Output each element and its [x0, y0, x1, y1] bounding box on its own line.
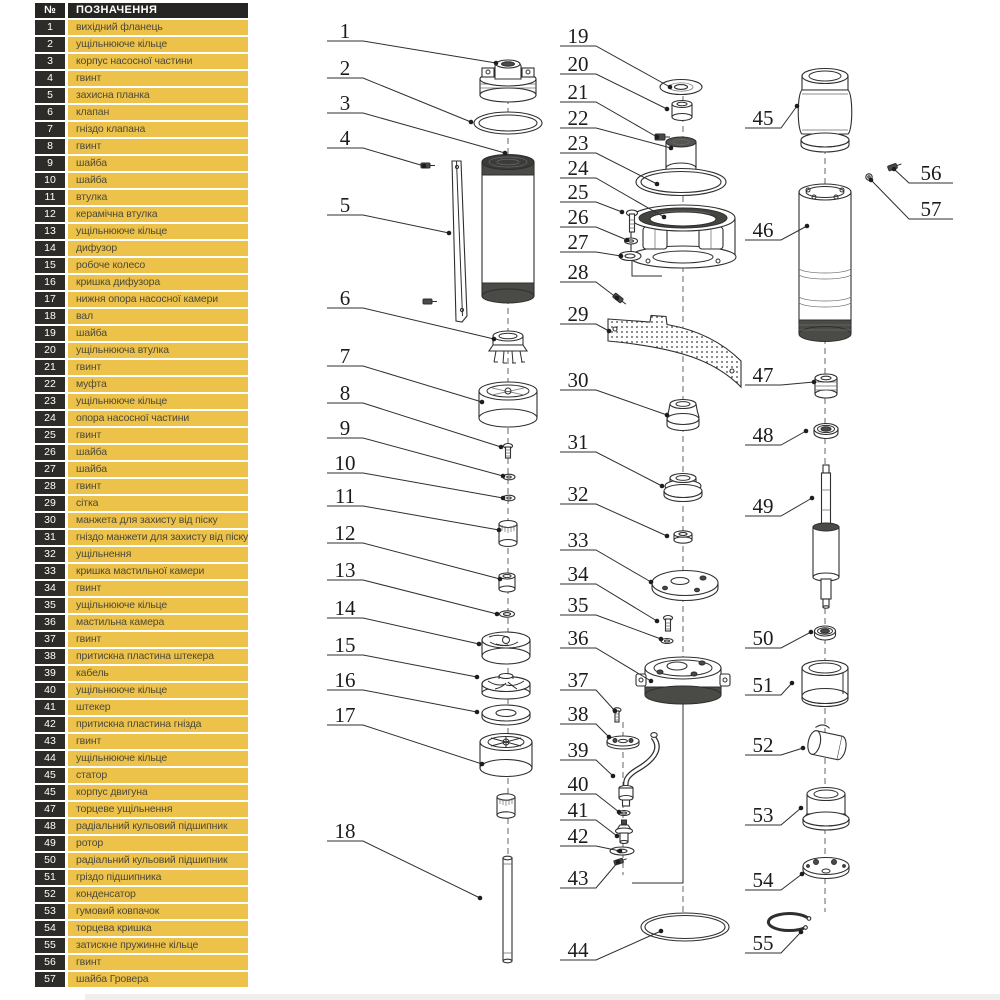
assembly-pump-section [421, 60, 542, 963]
row-number: 15 [35, 258, 65, 273]
callout-leader [327, 403, 501, 447]
callout-leader [327, 215, 449, 233]
callout-number: 41 [567, 798, 589, 822]
callout-leader [327, 725, 482, 764]
callout-leader [327, 841, 480, 898]
row-number: 51 [35, 870, 65, 885]
part-bearing-48 [814, 424, 838, 439]
callout-dot [619, 254, 624, 259]
row-number: 14 [35, 241, 65, 256]
callout-number: 29 [567, 302, 589, 326]
callout-dot [805, 224, 810, 229]
part-screw-8 [504, 444, 513, 459]
part-oil-chamber-cover [652, 571, 718, 601]
row-number: 5 [35, 88, 65, 103]
row-number: 23 [35, 394, 65, 409]
callout-number: 6 [339, 286, 351, 310]
part-ceramic-sleeve [499, 573, 515, 592]
callout-number: 18 [334, 819, 356, 843]
callout-dot [615, 296, 620, 301]
callout-leader [327, 308, 494, 339]
row-number: 37 [35, 632, 65, 647]
row-designation: кришка мастильної камери [68, 564, 248, 579]
part-pump-body [482, 155, 534, 304]
part-impeller [482, 674, 530, 700]
row-number: 2 [35, 37, 65, 52]
row-designation: ущільнююче кільце [68, 224, 248, 239]
callout-dot [499, 445, 504, 450]
part-seal-32 [674, 531, 692, 543]
callout-dot [611, 774, 616, 779]
callout-number: 26 [567, 205, 589, 229]
row-designation: гріздо підшипника [68, 870, 248, 885]
callout-number: 21 [567, 80, 589, 104]
row-number: 31 [35, 530, 65, 545]
callout-number: 37 [567, 668, 589, 692]
row-number: 6 [35, 105, 65, 120]
row-number: 44 [35, 751, 65, 766]
part-o-ring-2 [474, 112, 542, 134]
part-protective-strip [452, 161, 467, 322]
row-number: 54 [35, 921, 65, 936]
row-designation: корпус насосної частини [68, 54, 248, 69]
callout-dot [618, 849, 623, 854]
page-edge [85, 994, 1000, 1000]
row-designation: гвинт [68, 581, 248, 596]
row-designation: захисна планка [68, 88, 248, 103]
callout-number: 20 [567, 52, 589, 76]
callout-dot [607, 329, 612, 334]
row-number: 49 [35, 836, 65, 851]
callout-number: 12 [334, 521, 356, 545]
row-designation: сітка [68, 496, 248, 511]
row-number: 12 [35, 207, 65, 222]
callout-dot [617, 810, 622, 815]
callout-dot [892, 167, 897, 172]
row-designation: ущільнення [68, 547, 248, 562]
row-number: 57 [35, 972, 65, 987]
part-screw-34 [664, 616, 673, 632]
row-designation: статор [68, 768, 248, 783]
row-designation: клапан [68, 105, 248, 120]
callout-number: 32 [567, 482, 589, 506]
row-number: 34 [35, 581, 65, 596]
callout-dot [447, 231, 452, 236]
row-designation: опора насосної частини [68, 411, 248, 426]
callout-leader [327, 366, 482, 402]
callout-number: 49 [752, 494, 774, 518]
callout-number: 44 [567, 938, 589, 962]
row-designation: гніздо манжети для захисту від піску [68, 530, 248, 545]
part-rotor [813, 465, 839, 608]
callout-dot [809, 630, 814, 635]
callout-number: 47 [752, 363, 774, 387]
callout-number: 55 [752, 931, 774, 955]
callout-dot [469, 120, 474, 125]
callout-number: 36 [567, 626, 589, 650]
callout-layer [327, 19, 953, 962]
row-designation: вал [68, 309, 248, 324]
callout-number: 3 [339, 91, 351, 115]
callout-number: 50 [752, 626, 774, 650]
row-designation: шайба [68, 445, 248, 460]
part-mesh-screen [608, 316, 741, 388]
part-screw-28 [613, 293, 628, 306]
row-number: 40 [35, 683, 65, 698]
callout-number: 2 [339, 56, 351, 80]
callout-dot [498, 577, 503, 582]
part-plug-41 [616, 820, 633, 844]
row-number: 21 [35, 360, 65, 375]
row-designation: кабель [68, 666, 248, 681]
callout-number: 8 [339, 381, 351, 405]
part-end-cap [803, 858, 849, 879]
callout-leader [560, 282, 617, 298]
row-designation: ротор [68, 836, 248, 851]
row-number: 4 [35, 71, 65, 86]
callout-dot [649, 580, 654, 585]
row-designation: втулка [68, 190, 248, 205]
row-designation: гвинт [68, 734, 248, 749]
row-number: 42 [35, 717, 65, 732]
callout-dot [501, 496, 506, 501]
callout-number: 7 [339, 344, 351, 368]
callout-dot [478, 896, 483, 901]
callout-dot [668, 85, 673, 90]
part-seal-ring-13 [500, 611, 515, 617]
row-number: 24 [35, 411, 65, 426]
callout-dot [620, 210, 625, 215]
callout-dot [477, 642, 482, 647]
row-designation: муфта [68, 377, 248, 392]
row-designation: ущільнююче кільце [68, 683, 248, 698]
part-outlet-flange [480, 60, 536, 102]
row-designation: затискне пружинне кільце [68, 938, 248, 953]
row-number: 22 [35, 377, 65, 392]
row-designation: торцева кришка [68, 921, 248, 936]
part-shaft [503, 856, 512, 963]
callout-dot [790, 681, 795, 686]
row-designation: нижня опора насосної камери [68, 292, 248, 307]
part-stator [798, 69, 852, 153]
row-number: 18 [35, 309, 65, 324]
callout-dot [613, 709, 618, 714]
callout-dot [662, 215, 667, 220]
callout-dot [615, 834, 620, 839]
row-designation: ущільнююче кільце [68, 394, 248, 409]
callout-number: 27 [567, 230, 589, 254]
callout-dot [665, 534, 670, 539]
row-designation: гумовий ковпачок [68, 904, 248, 919]
callout-number: 10 [334, 451, 356, 475]
callout-number: 34 [567, 562, 589, 586]
row-number: 38 [35, 649, 65, 664]
row-number: 47 [35, 802, 65, 817]
part-o-ring-23 [636, 169, 726, 196]
row-number: 53 [35, 904, 65, 919]
callout-number: 5 [339, 193, 351, 217]
row-number: 3 [35, 54, 65, 69]
callout-leader [560, 452, 662, 486]
part-coupling-22 [666, 137, 696, 173]
row-designation: конденсатор [68, 887, 248, 902]
part-lower-sleeve [497, 794, 515, 818]
callout-number: 53 [752, 803, 774, 827]
callout-number: 38 [567, 702, 589, 726]
row-number: 7 [35, 122, 65, 137]
row-designation: притискна пластина гнізда [68, 717, 248, 732]
part-spring-ring [768, 914, 810, 931]
callout-number: 51 [752, 673, 774, 697]
row-number: 9 [35, 156, 65, 171]
callout-number: 33 [567, 528, 589, 552]
part-lower-support [480, 734, 532, 777]
callout-dot [501, 474, 506, 479]
callout-number: 4 [339, 126, 351, 150]
row-number: 27 [35, 462, 65, 477]
part-o-ring-44 [641, 913, 729, 941]
row-designation: гніздо клапана [68, 122, 248, 137]
row-number: 11 [35, 190, 65, 205]
row-number: 17 [35, 292, 65, 307]
row-number: 43 [35, 734, 65, 749]
callout-number: 31 [567, 430, 589, 454]
row-number: 56 [35, 955, 65, 970]
callout-number: 43 [567, 866, 589, 890]
callout-dot [812, 380, 817, 385]
callout-dot [475, 675, 480, 680]
row-designation: мастильна камера [68, 615, 248, 630]
callout-number: 46 [752, 218, 774, 242]
callout-dot [800, 872, 805, 877]
row-number: 28 [35, 479, 65, 494]
callout-number: 48 [752, 423, 774, 447]
callout-dot [497, 528, 502, 533]
row-designation: радіальний кульовий підшипник [68, 819, 248, 834]
row-designation: корпус двигуна [68, 785, 248, 800]
row-designation: гвинт [68, 139, 248, 154]
callout-number: 23 [567, 131, 589, 155]
callout-dot [480, 400, 485, 405]
col-designation-header: ПОЗНАЧЕННЯ [68, 3, 248, 18]
callout-dot [801, 746, 806, 751]
part-diffuser [482, 632, 530, 664]
row-designation: гвинт [68, 955, 248, 970]
callout-leader [560, 390, 667, 415]
callout-leader [327, 148, 424, 166]
part-screw-4 [421, 163, 437, 304]
callout-number: 24 [567, 156, 589, 180]
row-number: 29 [35, 496, 65, 511]
callout-dot [607, 735, 612, 740]
row-designation: шайба [68, 462, 248, 477]
callout-dot [799, 806, 804, 811]
part-sleeve-11 [499, 521, 517, 547]
callout-leader [327, 41, 496, 63]
row-designation: ущільнююче кільце [68, 751, 248, 766]
callout-number: 25 [567, 180, 589, 204]
row-designation: штекер [68, 700, 248, 715]
part-seal-sleeve-20 [672, 101, 692, 121]
row-designation: манжета для захисту від піску [68, 513, 248, 528]
callout-dot [799, 930, 804, 935]
row-number: 45 [35, 785, 65, 800]
callout-number: 22 [567, 106, 589, 130]
part-valve-seat [479, 382, 537, 427]
part-pump-support [630, 205, 736, 268]
row-designation: вихідний фланець [68, 20, 248, 35]
callout-number: 40 [567, 772, 589, 796]
callout-dot [492, 337, 497, 342]
callout-number: 30 [567, 368, 589, 392]
part-sand-cuff [667, 400, 699, 431]
callout-number: 15 [334, 633, 356, 657]
row-number: 35 [35, 598, 65, 613]
row-number: 30 [35, 513, 65, 528]
row-designation: радіальний кульовий підшипник [68, 853, 248, 868]
callout-number: 13 [334, 558, 356, 582]
callout-number: 19 [567, 24, 589, 48]
callout-dot [655, 182, 660, 187]
part-plug-plate-38 [607, 736, 639, 749]
row-number: 32 [35, 547, 65, 562]
callout-number: 56 [920, 161, 942, 185]
callout-dot [659, 637, 664, 642]
callout-dot [660, 484, 665, 489]
callout-number: 28 [567, 260, 589, 284]
row-designation: гвинт [68, 428, 248, 443]
row-number: 55 [35, 938, 65, 953]
row-number: 16 [35, 275, 65, 290]
row-designation: шайба [68, 326, 248, 341]
callout-dot [494, 61, 499, 66]
callout-number: 1 [339, 19, 351, 43]
row-number: 41 [35, 700, 65, 715]
callout-number: 52 [752, 733, 774, 757]
row-designation: шайба [68, 173, 248, 188]
callout-dot [480, 762, 485, 767]
row-number: 19 [35, 326, 65, 341]
row-designation: дифузор [68, 241, 248, 256]
callout-dot [625, 238, 630, 243]
row-number: 20 [35, 343, 65, 358]
row-designation: гвинт [68, 479, 248, 494]
callout-dot [475, 710, 480, 715]
callout-dot [655, 135, 660, 140]
row-number: 33 [35, 564, 65, 579]
callout-number: 9 [339, 416, 351, 440]
row-number: 1 [35, 20, 65, 35]
callout-dot [665, 107, 670, 112]
callout-dot [804, 429, 809, 434]
callout-number: 17 [334, 703, 356, 727]
row-number: 45 [35, 768, 65, 783]
row-designation: ущільнююча втулка [68, 343, 248, 358]
part-mechanical-seal [815, 374, 837, 398]
callout-number: 45 [752, 106, 774, 130]
row-designation: гвинт [68, 71, 248, 86]
row-designation: шайба [68, 156, 248, 171]
callout-number: 35 [567, 593, 589, 617]
part-cuff-seat [664, 474, 702, 502]
part-capacitor [806, 723, 850, 761]
part-washer-19 [660, 80, 702, 95]
row-number: 13 [35, 224, 65, 239]
row-designation: гвинт [68, 360, 248, 375]
part-rubber-cap [803, 788, 849, 831]
row-designation: гвинт [68, 632, 248, 647]
row-designation: робоче колесо [68, 258, 248, 273]
callout-dot [659, 929, 664, 934]
part-bearing-seat [802, 661, 848, 707]
row-number: 50 [35, 853, 65, 868]
callout-dot [665, 413, 670, 418]
row-designation: ущільнююче кільце [68, 37, 248, 52]
row-designation: шайба Гровера [68, 972, 248, 987]
callout-number: 57 [920, 197, 942, 221]
row-designation: керамічна втулка [68, 207, 248, 222]
part-bearing-50 [815, 626, 836, 640]
row-number: 52 [35, 887, 65, 902]
assembly-seal-section [607, 80, 741, 942]
callout-dot [869, 178, 874, 183]
callout-dot [616, 860, 621, 865]
callout-dot [503, 151, 508, 156]
part-diffuser-cover [482, 705, 530, 725]
callout-dot [649, 679, 654, 684]
row-designation: притискна пластина штекера [68, 649, 248, 664]
row-number: 48 [35, 819, 65, 834]
row-number: 8 [35, 139, 65, 154]
assembly-motor-section [768, 69, 902, 931]
row-designation: ущільнююче кільце [68, 598, 248, 613]
row-designation: торцеве ущільнення [68, 802, 248, 817]
row-number: 26 [35, 445, 65, 460]
col-number-header: № [35, 3, 65, 18]
callout-number: 14 [334, 596, 356, 620]
callout-number: 39 [567, 738, 589, 762]
callout-dot [422, 164, 427, 169]
callout-number: 42 [567, 824, 589, 848]
part-motor-housing [799, 184, 851, 342]
row-designation: кришка дифузора [68, 275, 248, 290]
callout-dot [795, 104, 800, 109]
row-number: 39 [35, 666, 65, 681]
callout-number: 54 [752, 868, 774, 892]
callout-dot [495, 612, 500, 617]
row-number: 25 [35, 428, 65, 443]
callout-number: 16 [334, 668, 356, 692]
row-number: 36 [35, 615, 65, 630]
callout-dot [669, 146, 674, 151]
callout-dot [810, 496, 815, 501]
callout-dot [655, 619, 660, 624]
row-number: 10 [35, 173, 65, 188]
callout-number: 11 [334, 484, 356, 508]
